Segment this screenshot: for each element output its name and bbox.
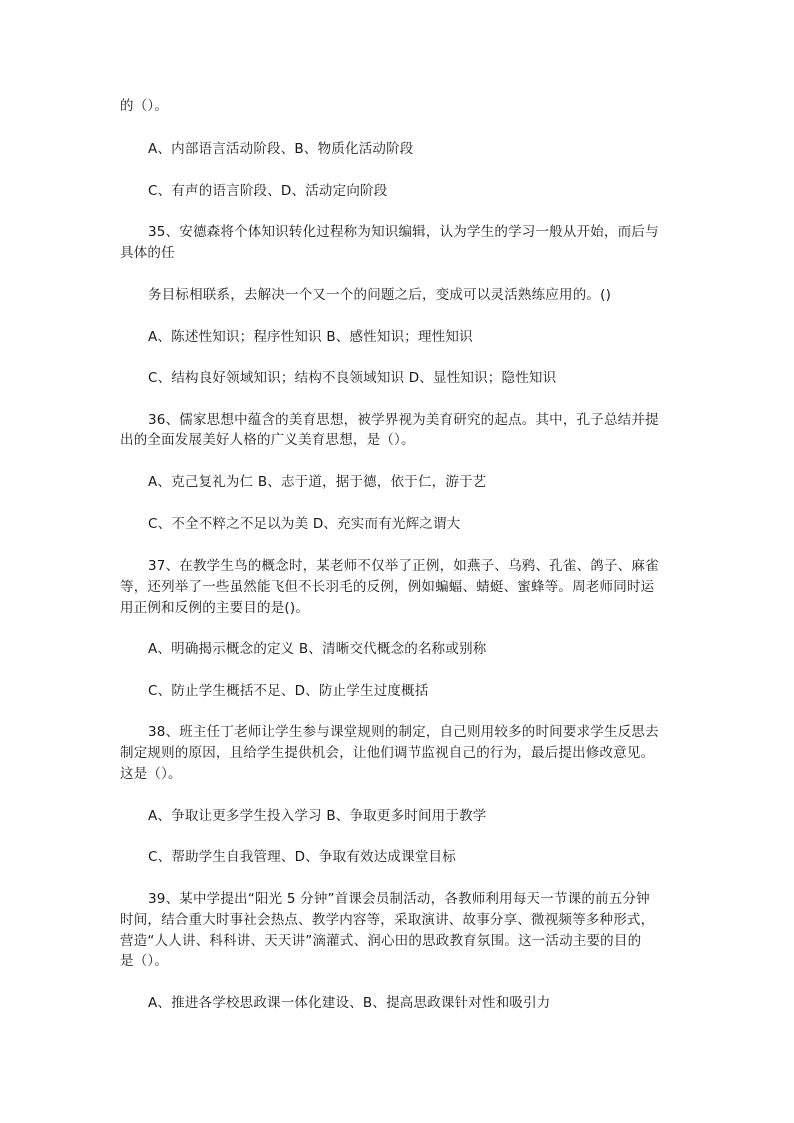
question-36-options-ab: A、克己复礼为仁 B、志于道，据于德，依于仁，游于艺 xyxy=(148,474,487,490)
question-35-options-cd: C、结构良好领域知识；结构不良领域知识 D、显性知识；隐性知识 xyxy=(148,370,557,386)
question-34-options-ab: A、内部语言活动阶段、B、物质化活动阶段 xyxy=(148,141,414,157)
question-35-stem-line-2: 具体的任 xyxy=(120,245,175,261)
question-38-options-ab: A、争取让更多学生投入学习 B、争取更多时间用于教学 xyxy=(148,808,487,824)
question-38-stem-line-2: 制定规则的原因，且给学生提供机会，让他们调节监视自己的行为，最后提出修改意见。 xyxy=(120,745,655,761)
question-39-options-ab: A、推进各学校思政课一体化建设、B、提高思政课针对性和吸引力 xyxy=(148,995,551,1011)
question-37-stem-line-1: 37、在教学生鸟的概念时，某老师不仅举了正例，如燕子、乌鸦、孔雀、鸽子、麻雀 xyxy=(148,558,659,574)
question-38-stem-line-3: 这是（）。 xyxy=(120,766,182,782)
question-37-options-ab: A、明确揭示概念的定义 B、清晰交代概念的名称或别称 xyxy=(148,641,487,657)
question-34-options-cd: C、有声的语言阶段、D、活动定向阶段 xyxy=(148,183,388,199)
question-36-stem-line-2: 出的全面发展美好人格的广义美育思想，是（）。 xyxy=(120,432,415,448)
question-38-options-cd: C、帮助学生自我管理、D、争取有效达成课堂目标 xyxy=(148,849,456,865)
question-35-options-ab: A、陈述性知识；程序性知识 B、感性知识；理性知识 xyxy=(148,329,473,345)
question-36-stem-line-1: 36、儒家思想中蕴含的美育思想，被学界视为美育研究的起点。其中，孔子总结并提 xyxy=(148,412,659,428)
question-34-stem-end: 的（）。 xyxy=(120,98,169,114)
question-35-stem-line-3: 务目标相联系，去解决一个又一个的问题之后，变成可以灵活熟练应用的。() xyxy=(148,287,612,303)
question-37-stem-line-3: 用正例和反例的主要目的是()。 xyxy=(120,600,310,616)
question-35-stem-line-1: 35、安德森将个体知识转化过程称为知识编辑，认为学生的学习一般从开始，而后与 xyxy=(148,224,659,240)
question-39-stem-line-3: 营造“人人讲、科科讲、天天讲”滴灌式、润心田的思政教育氛围。这一活动主要的目的 xyxy=(120,933,642,949)
question-36-options-cd: C、不全不粹之不足以为美 D、充实而有光辉之谓大 xyxy=(148,516,461,532)
question-39-stem-line-1: 39、某中学提出“阳光 5 分钟”首课会员制活动，各教师利用每天一节课的前五分钟 xyxy=(148,891,650,907)
question-37-stem-line-2: 等，还列举了一些虽然能飞但不长羽毛的反例，例如蝙蝠、蜻蜓、蜜蜂等。周老师同时运 xyxy=(120,579,655,595)
question-39-stem-line-2: 时间，结合重大时事社会热点、教学内容等，采取演讲、故事分享、微视频等多种形式， xyxy=(120,912,655,928)
question-39-stem-line-4: 是（）。 xyxy=(120,953,169,969)
question-37-options-cd: C、防止学生概括不足、D、防止学生过度概括 xyxy=(148,683,429,699)
question-38-stem-line-1: 38、班主任丁老师让学生参与课堂规则的制定，自己则用较多的时间要求学生反思去 xyxy=(148,724,659,740)
